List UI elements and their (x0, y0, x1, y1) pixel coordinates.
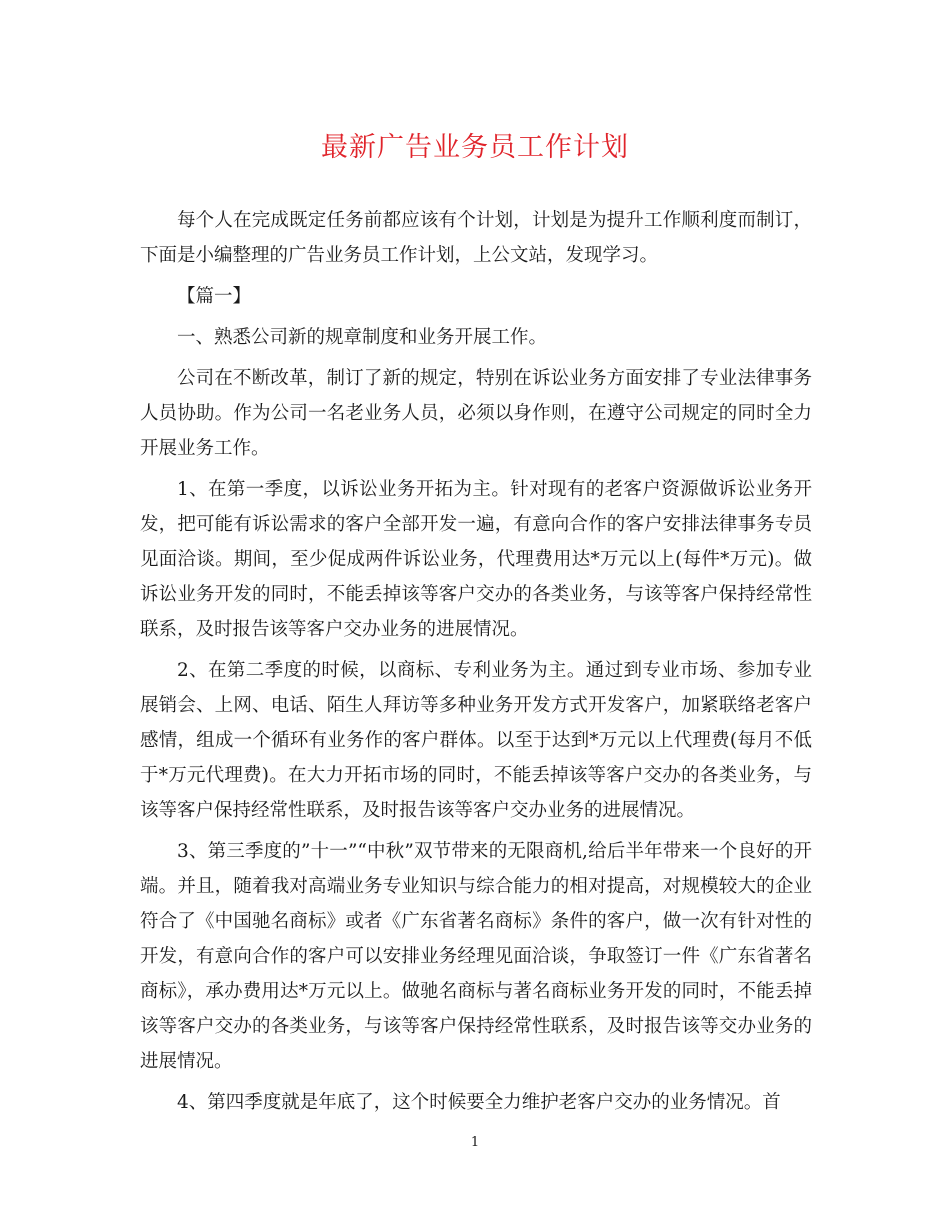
q4-paragraph: 4、第四季度就是年底了，这个时候要全力维护老客户交办的业务情况。首 (177, 1092, 781, 1113)
document-body (140, 203, 812, 1126)
q3-paragraph: 3、第三季度的”十一”“中秋”双节带来的无限商机,给后半年带来一个良好的开端。并且，随着我对高端业务专业知识与综合能力的相对提高，对规模较大的企业符合了《中国驰名商标》或者《广东省著名商标》条件的客户，做一次有针对性的开发，有意向合作的客户可以安排业务经理见面洽谈，争取签订一件《广东省著名商标》，承办费用达*万元以上。做驰名商标与著名商标业务开发的同时，不能丢掉该等客户交办的各类业务，与该等客户保持经常性联系，及时报告该等交办业务的进展情况。 (140, 841, 812, 1072)
q1-paragraph: 1、在第一季度，以诉讼业务开拓为主。针对现有的老客户资源做诉讼业务开发，把可能有诉讼需求的客户全部开发一遍，有意向合作的客户安排法律事务专员见面洽谈。期间，至少促成两件诉讼业务，代理费用达*万元以上(每件*万元)。做诉讼业务开发的同时，不能丢掉该等客户交办的各类业务，与该等客户保持经常性联系，及时报告该等客户交办业务的进展情况。 (140, 479, 812, 640)
section-heading-1: 一、熟悉公司新的规章制度和业务开展工作。 (177, 327, 548, 348)
page-number: 1 (470, 1135, 480, 1150)
body-paragraph: 公司在不断改革，制订了新的规定，特别在诉讼业务方面安排了专业法律事务人员协助。作为公司一名老业务人员，必须以身作则，在遵守公司规定的同时全力开展业务工作。 (140, 368, 812, 459)
q2-paragraph: 2、在第二季度的时候，以商标、专利业务为主。通过到专业市场、参加专业展销会、上网、电话、陌生人拜访等多种业务开发方式开发客户，加紧联络老客户感情，组成一个循环有业务作的客户群体。以至于达到*万元以上代理费(每月不低于*万元代理费)。在大力开拓市场的同时，不能丢掉该等客户交办的各类业务，与该等客户保持经常性联系，及时报告该等客户交办业务的进展情况。 (140, 660, 812, 821)
intro-paragraph: 每个人在完成既定任务前都应该有个计划，计划是为提升工作顺利度而制订，下面是小编整理的广告业务员工作计划，上公文站，发现学习。 (140, 210, 812, 266)
section-label-part-one: 【篇一】 (177, 286, 252, 307)
document-title: 最新广告业务员工作计划 (321, 132, 629, 163)
